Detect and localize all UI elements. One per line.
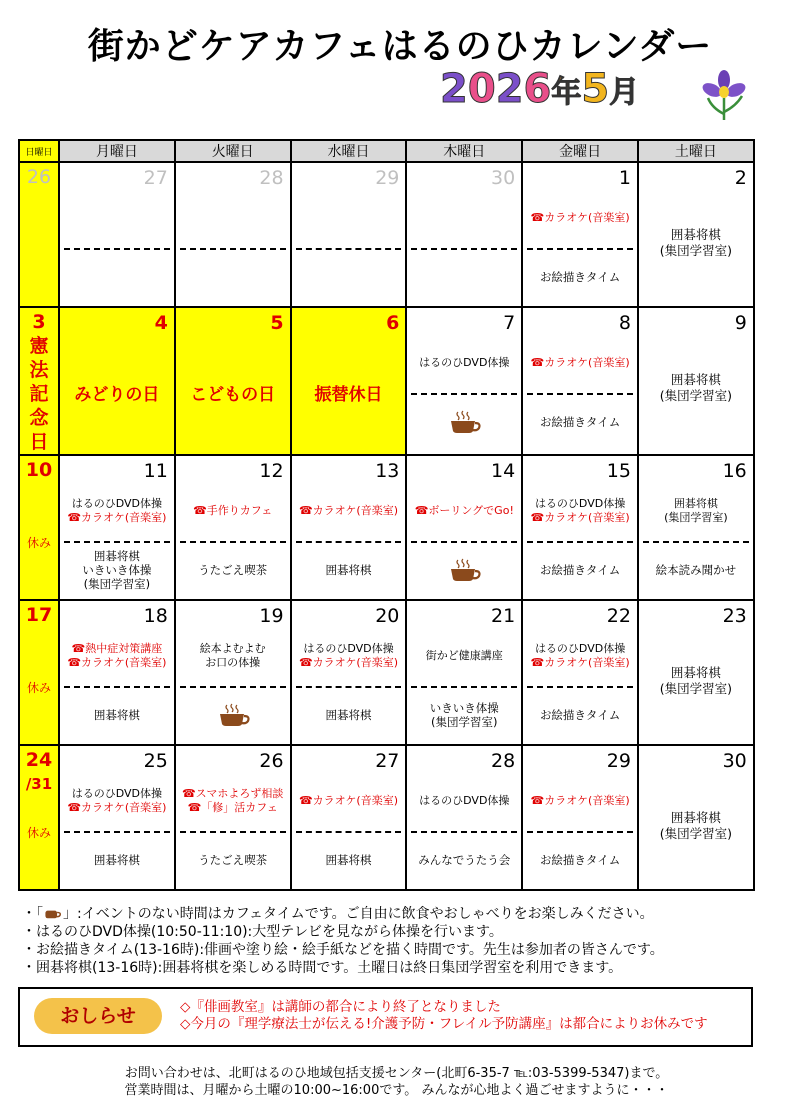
morning-events (525, 484, 635, 538)
morning-events (409, 336, 519, 390)
day-number: 22 (606, 605, 631, 627)
year-digit: 2 (440, 66, 468, 112)
sunday-cell (19, 600, 59, 745)
event-text: (集団学習室) (659, 388, 733, 403)
weekday-monday: 月曜日 (59, 140, 175, 162)
afternoon-events (294, 691, 404, 739)
day-number: 11 (143, 460, 168, 482)
event-text: お口の体操 (205, 656, 261, 669)
morning-events (294, 774, 404, 828)
event-text: はるのひDVD体操 (419, 356, 510, 369)
day-cell (59, 455, 175, 600)
week-row (19, 162, 754, 307)
am-pm-divider (643, 541, 749, 543)
cafe-time (409, 546, 519, 594)
morning-events (409, 774, 519, 828)
event-text: ☎カラオケ(音楽室) (67, 656, 167, 669)
note-cafe: ・「 」:イベントのない時間はカフェタイムです。ご自由に飲食やおしゃべりをお楽しみください。 (22, 906, 654, 922)
day-cell (522, 307, 638, 455)
day-cell (406, 162, 522, 307)
am-pm-divider (64, 686, 170, 688)
afternoon-events (409, 836, 519, 884)
day-number: 10 (25, 459, 53, 481)
holiday-name: みどりの日 (74, 385, 160, 405)
cafe-time (409, 398, 519, 446)
weekday-thursday: 木曜日 (406, 140, 522, 162)
morning-events (62, 484, 172, 538)
am-pm-divider (64, 248, 170, 250)
event-text: (集団学習室) (659, 681, 733, 696)
am-pm-divider (180, 541, 286, 543)
day-cell (175, 455, 291, 600)
am-pm-divider (527, 541, 633, 543)
holiday-name: こどもの日 (190, 385, 276, 405)
year-digit: 0 (467, 66, 496, 112)
morning-events (178, 484, 288, 538)
day-cell (291, 745, 407, 890)
event-text: はるのひDVD体操 (419, 794, 510, 807)
notice-lines (180, 999, 708, 1033)
closed-label: 休み (26, 681, 51, 695)
event-all-day (641, 641, 751, 721)
event-text: ☎カラオケ(音楽室) (67, 801, 167, 814)
day-number: 19 (259, 605, 284, 627)
day-number: 30 (491, 167, 516, 189)
morning-events (525, 774, 635, 828)
am-pm-divider (296, 686, 402, 688)
sunday-cell (19, 162, 59, 307)
notice-box (18, 987, 753, 1047)
day-cell (638, 455, 754, 600)
day-number: 25 (143, 750, 168, 772)
event-text: うたごえ喫茶 (198, 853, 268, 867)
day-cell (522, 455, 638, 600)
event-text: 囲碁将棋 (325, 563, 372, 577)
afternoon-events (62, 546, 172, 594)
day-cell (175, 162, 291, 307)
day-number: 9 (734, 312, 747, 334)
event-text: ☎熱中症対策講座 (71, 642, 163, 655)
day-number: 18 (143, 605, 168, 627)
afternoon-events (62, 836, 172, 884)
notice-badge: おしらせ (34, 998, 162, 1034)
notice-line: ◇『俳画教室』は講師の都合により終了となりました (180, 999, 501, 1015)
event-text: (集団学習室) (659, 243, 733, 258)
day-cell (522, 162, 638, 307)
event-text: 囲碁将棋 (670, 810, 721, 825)
event-text: 囲碁将棋 (670, 227, 721, 242)
day-cell (291, 162, 407, 307)
weekday-wednesday: 水曜日 (291, 140, 407, 162)
day-number: 13 (375, 460, 400, 482)
afternoon-events (525, 546, 635, 594)
closed-label: 休み (26, 826, 51, 840)
event-text: (集団学習室) (431, 715, 498, 729)
day-number: 28 (491, 750, 516, 772)
event-all-day (641, 203, 751, 283)
am-pm-divider (527, 831, 633, 833)
note-dvd: ・はるのひDVD体操(10:50-11:10):大型テレビを見ながら体操を行います。 (22, 924, 503, 940)
am-pm-divider (296, 541, 402, 543)
day-number: 12 (259, 460, 284, 482)
am-pm-divider (411, 831, 517, 833)
am-pm-divider (296, 248, 402, 250)
day-number: 23 (722, 605, 747, 627)
sunday-cell (19, 455, 59, 600)
am-pm-divider (411, 686, 517, 688)
event-text: うたごえ喫茶 (198, 563, 268, 577)
note-drawing: ・お絵描きタイム(13-16時):俳画や塗り絵・絵手紙などを描く時間です。先生は参加者の皆さんです。 (22, 942, 664, 958)
footer-hours: 営業時間は、月曜から土曜の10:00~16:00です。 みんなが心地よく過ごせますように・・・ (124, 1083, 669, 1098)
morning-events (294, 629, 404, 683)
day-cell (291, 455, 407, 600)
event-text: ☎カラオケ(音楽室) (298, 656, 399, 669)
calendar-grid (18, 139, 755, 891)
morning-events (294, 484, 404, 538)
afternoon-events (525, 691, 635, 739)
event-text: ☎カラオケ(音楽室) (298, 794, 399, 807)
coffee-cup-icon (447, 558, 481, 582)
day-cell (522, 745, 638, 890)
day-number: 1 (618, 167, 631, 189)
notes (22, 905, 762, 977)
day-number: 24 (25, 749, 53, 771)
afternoon-events (62, 691, 172, 739)
afternoon-events (525, 398, 635, 446)
morning-events (409, 629, 519, 683)
day-number: 26 (259, 750, 284, 772)
day-cell (406, 600, 522, 745)
event-text: はるのひDVD体操 (534, 642, 626, 655)
am-pm-divider (180, 686, 286, 688)
day-cell (59, 745, 175, 890)
afternoon-events (409, 691, 519, 739)
event-text: ☎スマホよろず相談 (181, 787, 284, 800)
day-number: 8 (618, 312, 631, 334)
day-number: 15 (606, 460, 631, 482)
day-cell (59, 307, 175, 455)
event-text: ☎手作りカフェ (193, 504, 273, 517)
day-cell (406, 455, 522, 600)
afternoon-events (525, 836, 635, 884)
coffee-cup-icon (447, 410, 481, 434)
event-text: ☎カラオケ(音楽室) (298, 504, 399, 517)
event-text: ☎ボーリングでGo! (414, 504, 514, 517)
am-pm-divider (64, 831, 170, 833)
day-number: 21 (491, 605, 516, 627)
event-text: ☎カラオケ(音楽室) (530, 794, 630, 807)
weekday-saturday: 土曜日 (638, 140, 754, 162)
day-number-extra: /31 (25, 775, 53, 793)
sunday-cell (19, 745, 59, 890)
day-number: 2 (734, 167, 747, 189)
day-number: 27 (375, 750, 400, 772)
weekday-friday: 金曜日 (522, 140, 638, 162)
notice-line: ◇今月の『理学療法士が伝える!介護予防・フレイル予防講座』は都合によりお休みです (180, 1016, 708, 1032)
footer-contact: お問い合わせは、北町はるのひ地域包括支援センター(北町6-35-7 ℡:03-5399-5347)まで。 (124, 1066, 669, 1081)
event-text: 囲碁将棋 (673, 497, 718, 510)
coffee-cup-icon (216, 703, 250, 727)
afternoon-events (294, 546, 404, 594)
event-text: いきいき体操 (82, 563, 152, 577)
event-all-day (641, 786, 751, 866)
event-text: はるのひDVD体操 (71, 497, 163, 510)
day-number: 17 (25, 604, 53, 626)
week-row (19, 745, 754, 890)
event-text: 絵本よむよむ (199, 642, 266, 655)
day-number: 26 (26, 166, 52, 188)
morning-events (62, 629, 172, 683)
day-number: 5 (270, 312, 284, 334)
am-pm-divider (411, 248, 517, 250)
event-text: 囲碁将棋 (670, 372, 721, 387)
event-text: ☎カラオケ(音楽室) (530, 656, 630, 669)
event-text: 囲碁将棋 (670, 665, 721, 680)
year-digit: 2 (495, 66, 524, 112)
day-number: 16 (722, 460, 747, 482)
event-text: ☎「修」活カフェ (187, 801, 278, 814)
day-cell (291, 600, 407, 745)
month-number: 5 (581, 66, 610, 112)
morning-events (178, 774, 288, 828)
cafe-time (178, 691, 288, 739)
day-number: 3 (32, 311, 46, 333)
am-pm-divider (296, 831, 402, 833)
day-number: 30 (722, 750, 747, 772)
day-number: 27 (143, 167, 168, 189)
morning-events (525, 629, 635, 683)
event-text: はるのひDVD体操 (534, 497, 626, 510)
day-cell (406, 307, 522, 455)
afternoon-events (641, 546, 751, 594)
page-title: 街かどケアカフェはるのひカレンダー (87, 26, 713, 67)
event-text: ☎カラオケ(音楽室) (530, 511, 630, 524)
day-number: 6 (386, 312, 400, 334)
sunday-cell (19, 307, 59, 455)
day-cell (175, 745, 291, 890)
am-pm-divider (411, 541, 517, 543)
am-pm-divider (180, 248, 286, 250)
event-text: ☎カラオケ(音楽室) (67, 511, 167, 524)
day-cell (59, 600, 175, 745)
morning-events (178, 629, 288, 683)
am-pm-divider (411, 393, 517, 395)
closed-label: 休み (26, 536, 51, 550)
holiday-name: 振替休日 (314, 385, 383, 405)
event-all-day (641, 348, 751, 428)
day-number: 29 (375, 167, 400, 189)
event-text: ☎カラオケ(音楽室) (530, 211, 630, 224)
morning-events (525, 191, 635, 245)
iris-flower-icon (700, 68, 748, 120)
day-number: 7 (503, 312, 516, 334)
event-text: 絵本読み聞かせ (655, 563, 737, 577)
day-cell (291, 307, 407, 455)
event-text: 囲碁将棋 (325, 853, 372, 867)
morning-events (62, 774, 172, 828)
event-text: お絵描きタイム (539, 563, 621, 577)
event-text: いきいき体操 (429, 701, 499, 715)
afternoon-events (178, 836, 288, 884)
year-month (440, 66, 639, 112)
event-text: みんなでうたう会 (418, 853, 511, 867)
weekday-sunday: 日曜日 (19, 140, 59, 162)
note-igo: ・囲碁将棋(13-16時):囲碁将棋を楽しめる時間です。土曜日は終日集団学習室を利用できます。 (22, 960, 623, 976)
event-text: はるのひDVD体操 (71, 787, 163, 800)
afternoon-events (525, 253, 635, 301)
event-text: お絵描きタイム (539, 853, 621, 867)
am-pm-divider (527, 393, 633, 395)
week-row (19, 600, 754, 745)
day-cell (638, 307, 754, 455)
event-text: 囲碁将棋 (93, 708, 140, 722)
event-text: 街かど健康講座 (425, 649, 503, 662)
day-number: 28 (259, 167, 284, 189)
day-cell (406, 745, 522, 890)
event-text: お絵描きタイム (539, 270, 621, 284)
month-kanji: 月 (609, 75, 640, 110)
day-cell (638, 162, 754, 307)
holiday-name: 憲 法 記 念 日 (29, 335, 49, 453)
day-number: 29 (606, 750, 631, 772)
year-kanji: 年 (551, 75, 582, 110)
am-pm-divider (64, 541, 170, 543)
am-pm-divider (527, 686, 633, 688)
day-number: 14 (491, 460, 516, 482)
day-cell (175, 600, 291, 745)
day-number: 4 (154, 312, 168, 334)
event-text: (集団学習室) (659, 826, 733, 841)
year-digit: 6 (523, 66, 552, 112)
morning-events (409, 484, 519, 538)
day-number: 20 (375, 605, 400, 627)
event-text: はるのひDVD体操 (303, 642, 394, 655)
weekday-tuesday: 火曜日 (175, 140, 291, 162)
event-text: お絵描きタイム (539, 415, 621, 429)
morning-events (641, 484, 751, 538)
coffee-cup-icon (43, 906, 63, 920)
day-cell (638, 745, 754, 890)
day-cell (175, 307, 291, 455)
am-pm-divider (180, 831, 286, 833)
week-row (19, 307, 754, 455)
week-row (19, 455, 754, 600)
afternoon-events (294, 836, 404, 884)
event-text: (集団学習室) (664, 511, 728, 524)
day-cell (59, 162, 175, 307)
event-text: 囲碁将棋 (325, 708, 372, 722)
event-text: お絵描きタイム (539, 708, 621, 722)
am-pm-divider (527, 248, 633, 250)
event-text: (集団学習室) (83, 577, 151, 591)
event-text: 囲碁将棋 (93, 853, 140, 867)
morning-events (525, 336, 635, 390)
event-text: ☎カラオケ(音楽室) (530, 356, 630, 369)
day-cell (522, 600, 638, 745)
afternoon-events (178, 546, 288, 594)
day-cell (638, 600, 754, 745)
weekday-header (19, 140, 754, 162)
event-text: 囲碁将棋 (93, 549, 140, 563)
